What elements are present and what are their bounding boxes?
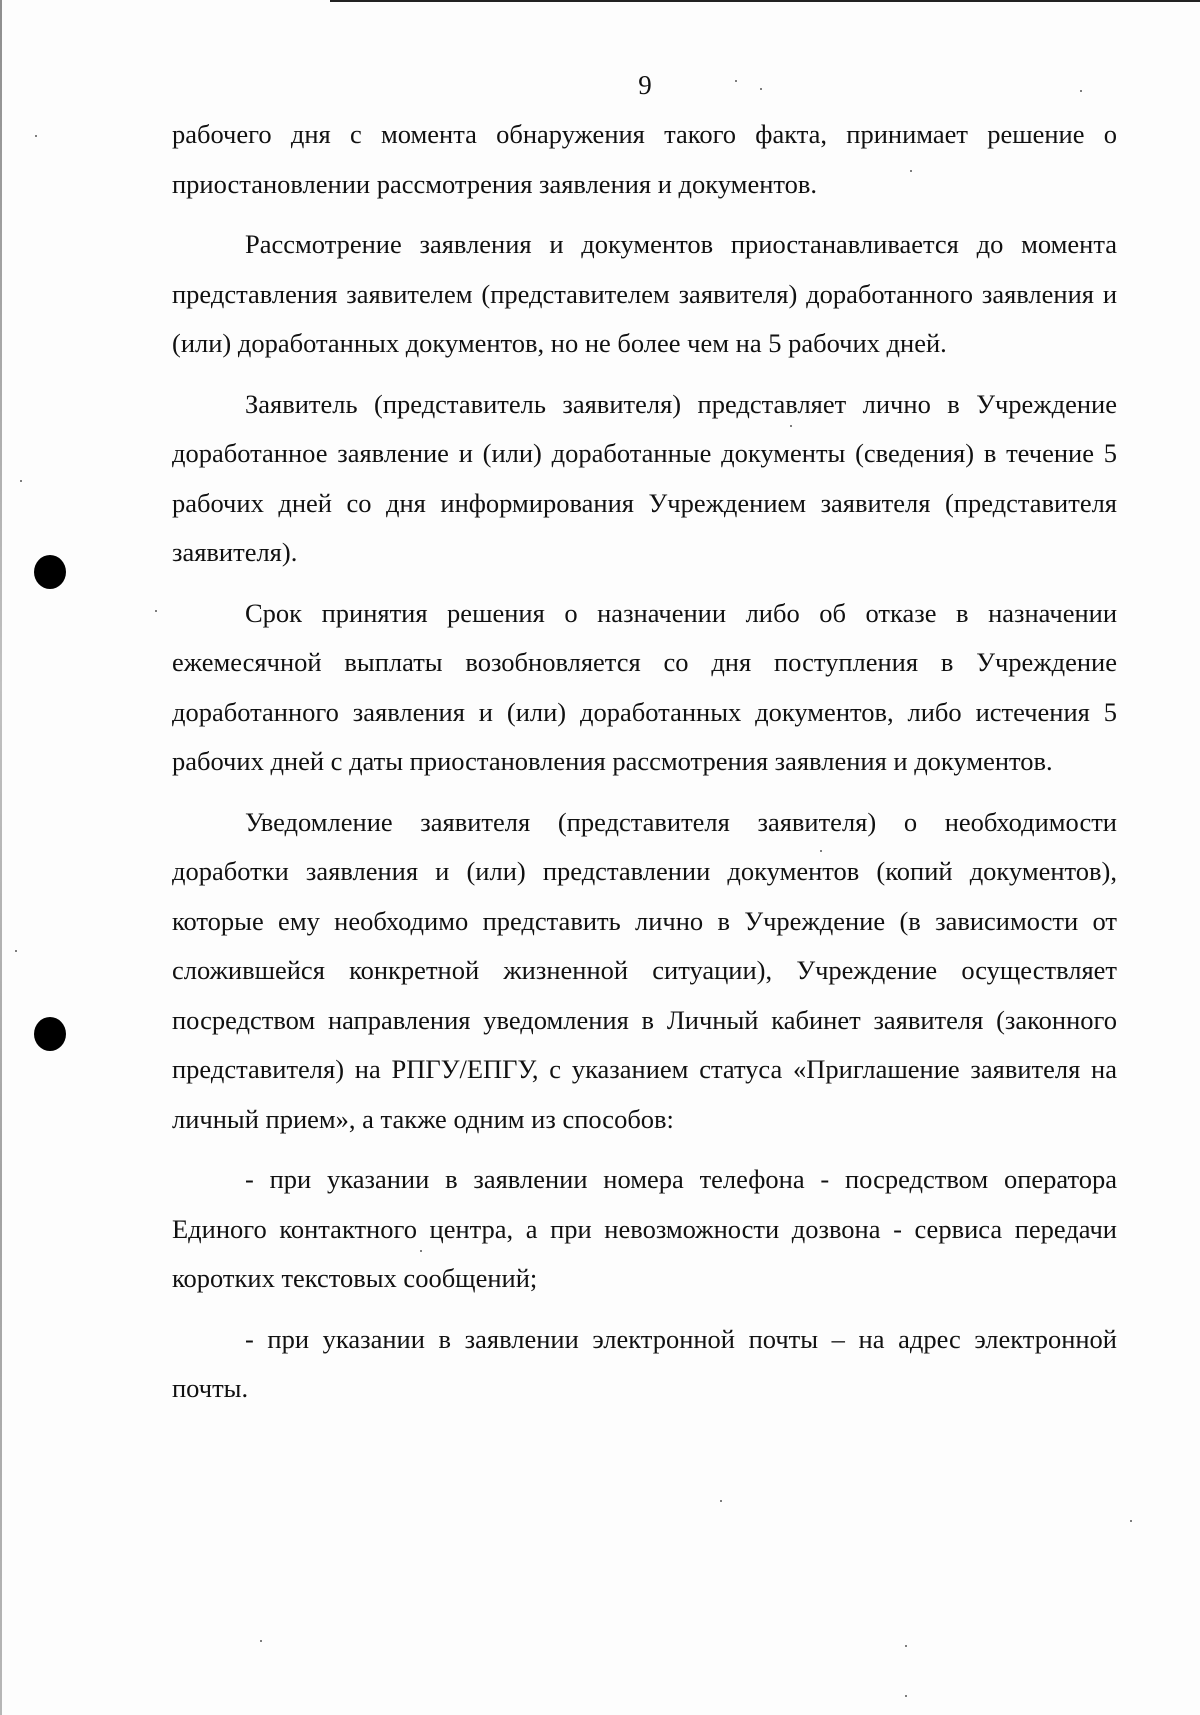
page-number: 9 <box>638 70 652 100</box>
paragraph: Рассмотрение заявления и документов приостанавливается до момента представления заявителем (представителем заявителя) доработанного заявления и (или) доработанных документов, но не более чем на 5 рабочих дней. <box>172 229 1117 358</box>
paragraph: Срок принятия решения о назначении либо об отказе в назначении ежемесячной выплаты возобновляется со дня поступления в Учреждение доработанного заявления и (или) доработанных документов, либо истечения 5 рабочих дней с даты приостановления рассмотрения заявления и документов. <box>172 597 1117 776</box>
paragraph-continuation: рабочего дня с момента обнаружения такого факта, принимает решение о приостановлении рассмотрения заявления и документов. <box>172 119 1117 199</box>
document-body <box>172 110 1117 1425</box>
scan-speck <box>905 1645 907 1647</box>
list-item-email: - при указании в заявлении электронной почты – на адрес электронной почты. <box>172 1323 1117 1403</box>
scan-speck <box>260 1640 262 1642</box>
list-item-phone: - при указании в заявлении номера телефона - посредством оператора Единого контактного центра, а при невозможности дозвона - сервиса передачи коротких текстовых сообщений; <box>172 1164 1117 1293</box>
scan-speck <box>20 480 22 482</box>
scan-speck <box>905 1695 907 1697</box>
scan-left-edge <box>0 0 2 1715</box>
punch-hole-icon <box>34 555 66 589</box>
punch-hole-icon <box>34 1017 66 1051</box>
scan-speck <box>155 610 157 612</box>
top-border-line <box>330 0 1200 2</box>
paragraph: Заявитель (представитель заявителя) представляет лично в Учреждение доработанное заявление и (или) доработанные документы (сведения) в течение 5 рабочих дней со дня информирования Учреждением заявителя (представителя заявителя). <box>172 388 1117 567</box>
paragraph: Уведомление заявителя (представителя заявителя) о необходимости доработки заявления и (или) представлении документов (копий документов), которые ему необходимо представить лично в Учреждение (в зависимости от сложившейся конкретной жизненной ситуации), Учреждение осуществляет посредством направления уведомления в Личный кабинет заявителя (законного представителя) на РПГУ/ЕПГУ, с указанием статуса «Приглашение заявителя на личный прием», а также одним из способов: <box>172 806 1117 1134</box>
scan-speck <box>720 1500 722 1502</box>
scan-speck <box>15 950 17 952</box>
scan-speck <box>35 135 37 137</box>
scan-speck <box>1130 1520 1132 1522</box>
